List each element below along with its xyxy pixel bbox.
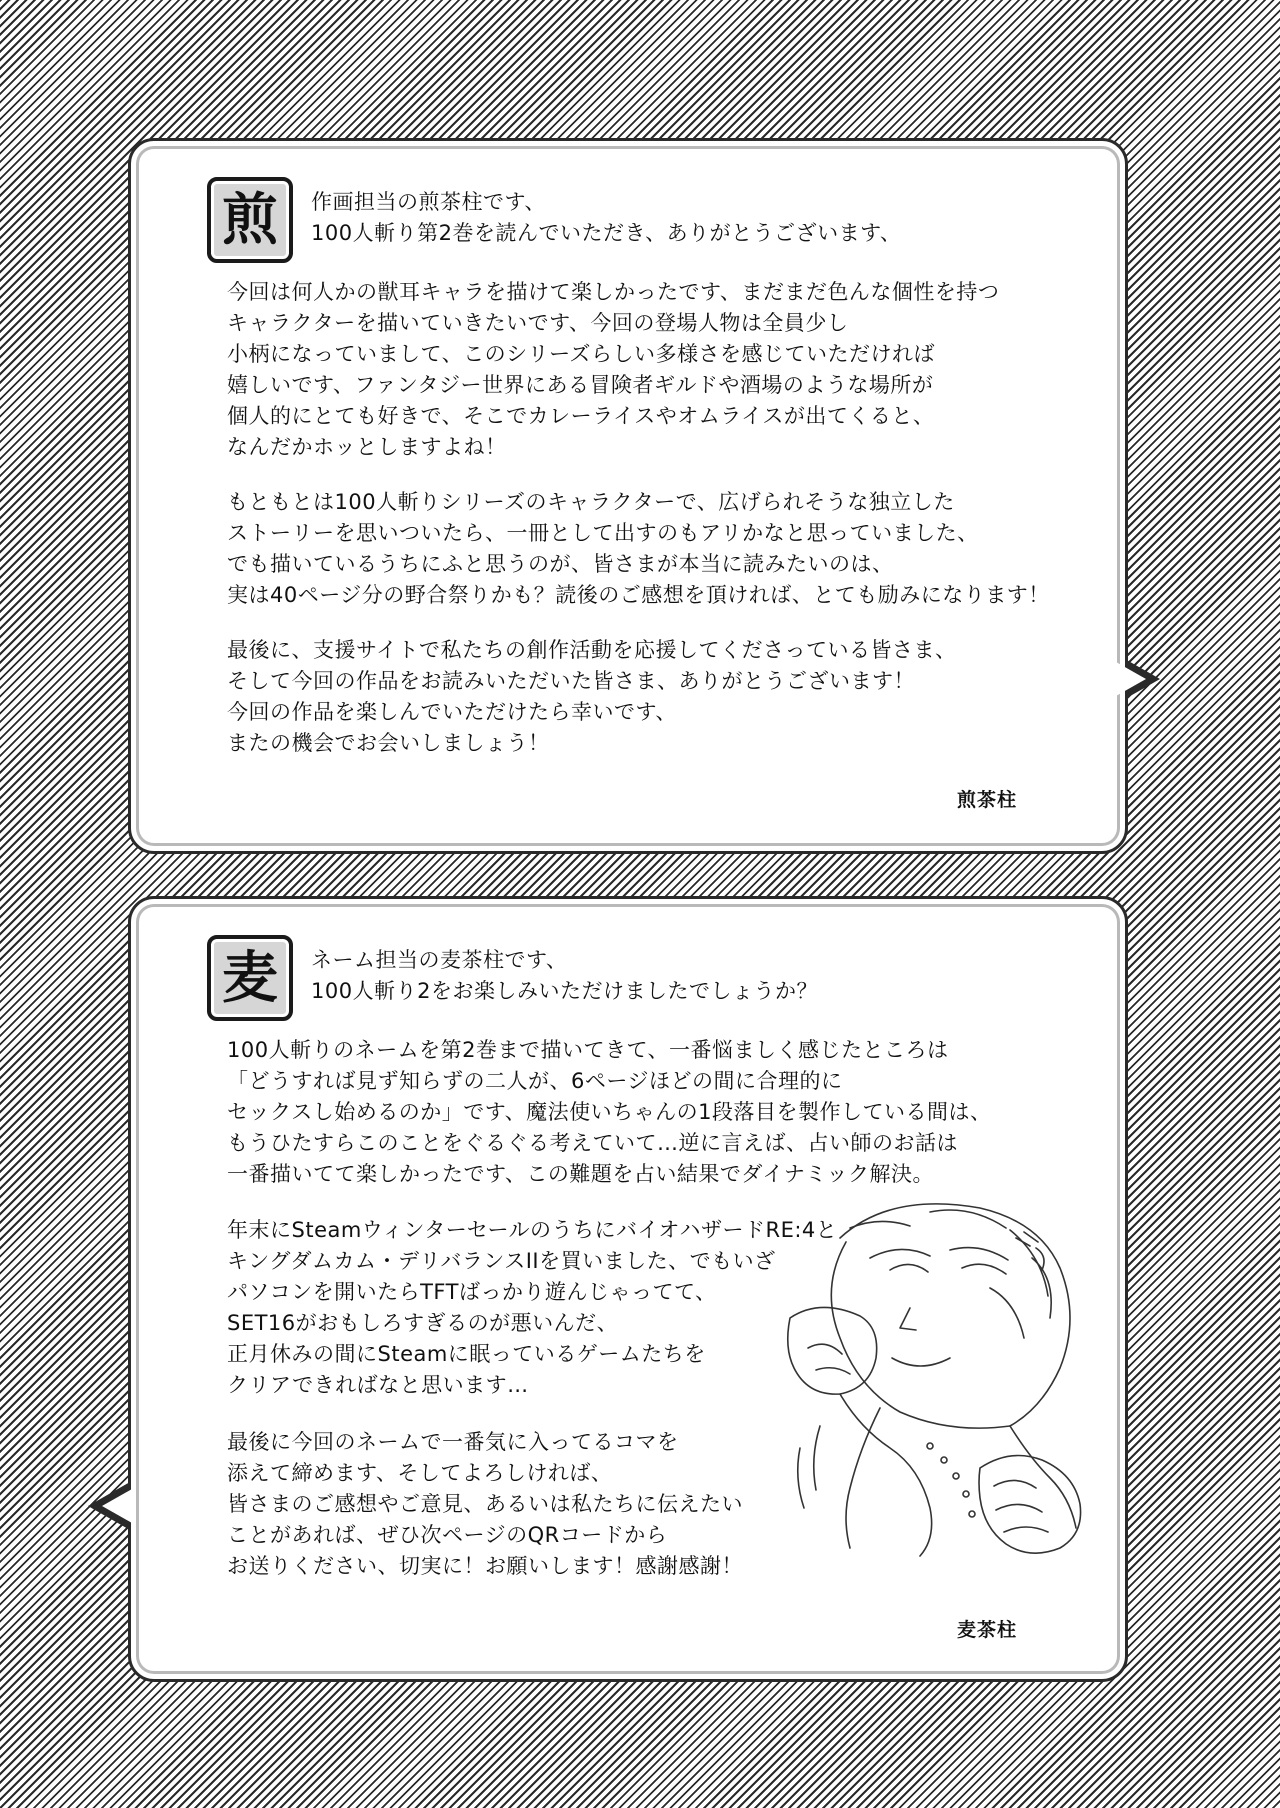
- intro-line: 100人斬り第2巻を読んでいただき、ありがとうございます、: [311, 221, 902, 245]
- text-line: キングダムカム・デリバランスIIを買いました、でもいざ: [227, 1249, 776, 1273]
- text-line: 年末にSteamウィンターセールのうちにバイオハザードRE:4と: [227, 1218, 838, 1242]
- text-line: 今回は何人かの獣耳キャラを描けて楽しかったです、まだまだ色んな個性を持つ: [227, 280, 1000, 304]
- text-line: 最後に今回のネームで一番気に入ってるコマを: [227, 1430, 679, 1454]
- paragraph: [227, 635, 957, 759]
- text-line: 100人斬りのネームを第2巻まで描いてきて、一番悩ましく感じたところは: [227, 1038, 949, 1062]
- avatar-mugicha: [207, 935, 293, 1021]
- intro-line: 作画担当の煎茶柱です、: [311, 190, 546, 214]
- text-line: 今回の作品を楽しんでいただけたら幸いです、: [227, 700, 677, 724]
- character-sketch: [780, 1198, 1110, 1558]
- paragraph: [227, 1427, 743, 1582]
- text-line: もともとは100人斬りシリーズのキャラクターで、広げられそうな独立した: [227, 490, 955, 514]
- text-line: 最後に、支援サイトで私たちの創作活動を応援してくださっている皆さま、: [227, 638, 957, 662]
- text-line: またの機会でお会いしましょう！: [227, 731, 550, 755]
- signature: 麦茶柱: [957, 1619, 1018, 1641]
- paragraph: [227, 1215, 837, 1401]
- text-line: お送りください、切実に！お願いします！感謝感謝！: [227, 1554, 743, 1578]
- text-line: SET16がおもしろすぎるのが悪いんだ、: [227, 1311, 619, 1335]
- intro-line: 100人斬り2をお楽しみいただけましたでしょうか？: [311, 979, 818, 1003]
- text-line: クリアできればなと思います…: [227, 1373, 529, 1397]
- text-line: なんだかホッとしますよね！: [227, 435, 507, 459]
- text-line: ことがあれば、ぜひ次ページのQRコードから: [227, 1523, 668, 1547]
- text-line: 皆さまのご感想やご意見、あるいは私たちに伝えたい: [227, 1492, 743, 1516]
- paragraph: [227, 487, 1050, 611]
- text-line: パソコンを開いたらTFTばっかり遊んじゃってて、: [227, 1280, 717, 1304]
- text-line: 添えて締めます、そしてよろしければ、: [227, 1461, 613, 1485]
- text-line: 個人的にとても好きで、そこでカレーライスやオムライスが出てくると、: [227, 404, 935, 428]
- speech-tail-right-inner: [1116, 662, 1146, 696]
- text-line: もうひたすらこのことをぐるぐる考えていて…逆に言えば、占い師のお話は: [227, 1131, 958, 1155]
- speech-tail-left-inner: [102, 1489, 132, 1523]
- intro-text: [311, 945, 818, 1007]
- text-line: 実は40ページ分の野合祭りかも？読後のご感想を頂ければ、とても励みになります！: [227, 583, 1050, 607]
- intro-line: ネーム担当の麦茶柱です、: [311, 948, 568, 972]
- text-line: ストーリーを思いついたら、一冊として出すのもアリかなと思っていました、: [227, 521, 979, 545]
- text-line: 嬉しいです、ファンタジー世界にある冒険者ギルドや酒場のような場所が: [227, 373, 934, 397]
- avatar-sencha: [207, 177, 293, 263]
- text-line: セックスし始めるのか」です、魔法使いちゃんの1段落目を製作している間は、: [227, 1100, 992, 1124]
- text-line: そして今回の作品をお読みいただいた皆さま、ありがとうございます！: [227, 669, 915, 693]
- text-line: 「どうすれば見ず知らずの二人が、6ページほどの間に合理的に: [227, 1069, 843, 1093]
- signature: 煎茶柱: [957, 789, 1018, 811]
- paragraph: [227, 1035, 991, 1190]
- paragraph: [227, 277, 999, 463]
- text-line: でも描いているうちにふと思うのが、皆さまが本当に読みたいのは、: [227, 552, 894, 576]
- message-bubble-sencha: [128, 138, 1128, 854]
- text-line: 小柄になっていまして、このシリーズらしい多様さを感じていただければ: [227, 342, 936, 366]
- text-line: 正月休みの間にSteamに眠っているゲームたちを: [227, 1342, 706, 1366]
- text-line: キャラクターを描いていきたいです、今回の登場人物は全員少し: [227, 311, 849, 335]
- intro-text: [311, 187, 901, 249]
- text-line: 一番描いてて楽しかったです、この難題を占い結果でダイナミック解決。: [227, 1162, 934, 1186]
- avatar-char: 煎: [222, 187, 278, 253]
- avatar-char: 麦: [222, 945, 278, 1011]
